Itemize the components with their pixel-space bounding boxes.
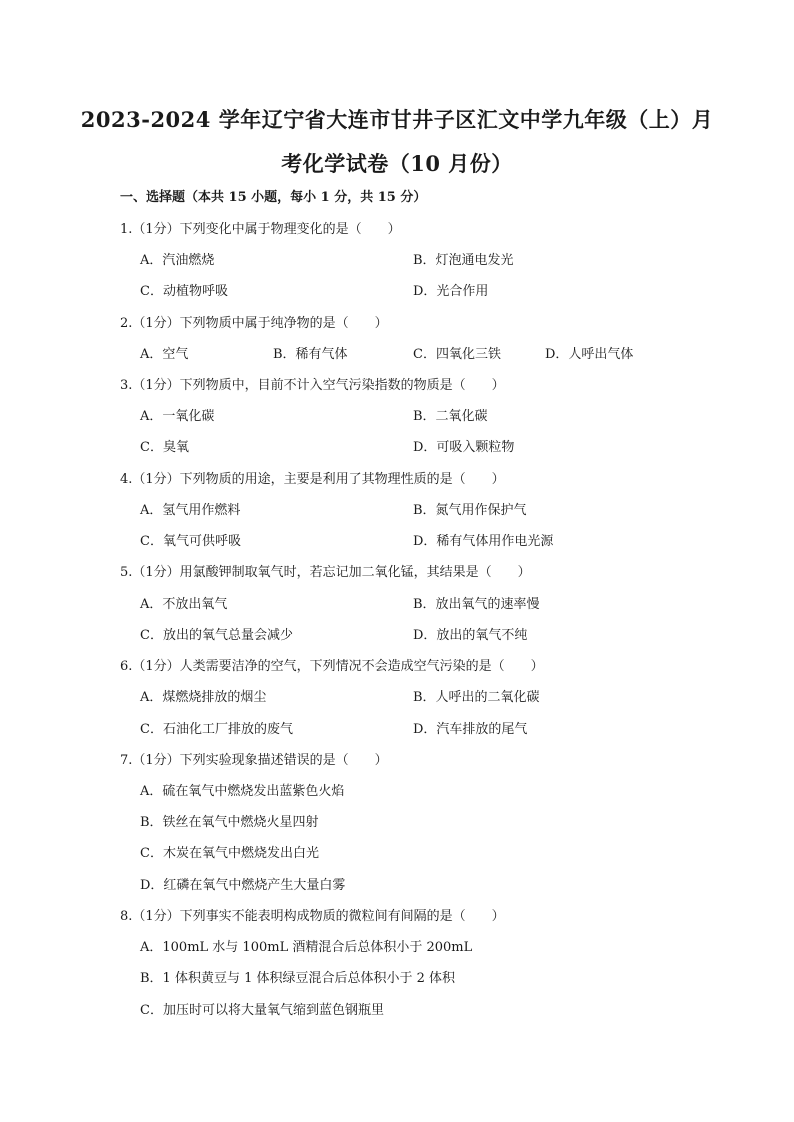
question-2-option-b: B．稀有气体 (273, 347, 348, 362)
question-7-stem: 7.（1分）下列实验现象描述错误的是（ ） (120, 753, 388, 768)
question-4-option-d: D．稀有气体用作电光源 (413, 534, 554, 549)
question-2-option-d: D．人呼出气体 (545, 347, 634, 362)
question-8-option-b: B．1 体积黄豆与 1 体积绿豆混合后总体积小于 2 体积 (140, 971, 456, 986)
question-3-option-a: A．一氧化碳 (140, 409, 215, 424)
question-8-stem: 8.（1分）下列事实不能表明构成物质的微粒间有间隔的是（ ） (120, 909, 505, 924)
question-2-option-c: C．四氧化三铁 (413, 347, 501, 362)
question-7-option-b: B．铁丝在氧气中燃烧火星四射 (140, 815, 319, 830)
question-6-option-b: B．人呼出的二氧化碳 (413, 690, 540, 705)
question-5-option-c: C．放出的氧气总量会减少 (140, 628, 293, 643)
question-2-stem: 2.（1分）下列物质中属于纯净物的是（ ） (120, 316, 388, 331)
question-4-option-a: A．氢气用作燃料 (140, 503, 241, 518)
question-5-option-b: B．放出氧气的速率慢 (413, 597, 540, 612)
question-7-option-c: C．木炭在氧气中燃烧发出白光 (140, 846, 319, 861)
exam-title-line-1: 2023-2024 学年辽宁省大连市甘井子区汇文中学九年级（上）月 (80, 107, 714, 132)
question-3-stem: 3.（1分）下列物质中，目前不计入空气污染指数的物质是（ ） (120, 378, 505, 393)
question-8-option-c: C．加压时可以将大量氧气缩到蓝色钢瓶里 (140, 1003, 384, 1018)
question-7-option-a: A．硫在氧气中燃烧发出蓝紫色火焰 (140, 784, 345, 799)
question-1-stem: 1.（1分）下列变化中属于物理变化的是（ ） (120, 222, 401, 237)
question-4-option-c: C．氧气可供呼吸 (140, 534, 241, 549)
question-8-option-a: A．100mL 水与 100mL 酒精混合后总体积小于 200mL (140, 940, 473, 955)
question-6-option-c: C．石油化工厂排放的废气 (140, 722, 293, 737)
question-4-option-b: B．氮气用作保护气 (413, 503, 527, 518)
question-5-option-d: D．放出的氧气不纯 (413, 628, 528, 643)
question-1-option-d: D．光合作用 (413, 284, 489, 299)
question-4-stem: 4.（1分）下列物质的用途，主要是利用了其物理性质的是（ ） (120, 472, 505, 487)
question-6-stem: 6.（1分）人类需要洁净的空气，下列情况不会造成空气污染的是（ ） (120, 659, 544, 674)
section-heading: 一、选择题（本共 15 小题，每小 1 分，共 15 分） (120, 190, 427, 205)
exam-title-line-2: 考化学试卷（10 月份） (281, 151, 513, 176)
question-6-option-a: A．煤燃烧排放的烟尘 (140, 690, 267, 705)
question-3-option-b: B．二氧化碳 (413, 409, 488, 424)
question-1-option-c: C．动植物呼吸 (140, 284, 228, 299)
question-3-option-d: D．可吸入颗粒物 (413, 440, 515, 455)
question-5-stem: 5.（1分）用氯酸钾制取氧气时，若忘记加二氧化锰，其结果是（ ） (120, 565, 531, 580)
question-1-option-b: B．灯泡通电发光 (413, 253, 514, 268)
question-2-option-a: A．空气 (140, 347, 189, 362)
question-7-option-d: D．红磷在氧气中燃烧产生大量白雾 (140, 878, 346, 893)
question-1-option-a: A．汽油燃烧 (140, 253, 215, 268)
question-6-option-d: D．汽车排放的尾气 (413, 722, 528, 737)
question-3-option-c: C．臭氧 (140, 440, 189, 455)
question-5-option-a: A．不放出氧气 (140, 597, 228, 612)
